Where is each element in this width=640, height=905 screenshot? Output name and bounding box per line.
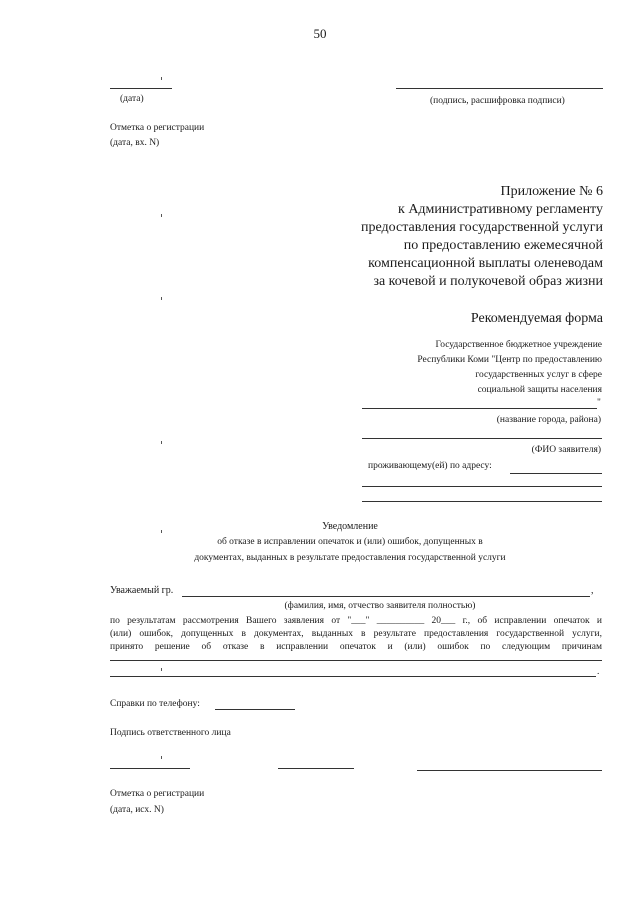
notice-title: Уведомление [322,521,378,532]
decision-paragraph-line3: принято решение об отказе в исправлении опечаток и (или) ошибок по следующим причинам [110,642,602,652]
appendix-line: предоставления государственной услуги [361,220,603,235]
reason-line-2 [110,676,596,677]
phone-label: Справки по телефону: [110,699,200,709]
scan-speck [161,297,162,300]
appendix-line: за кочевой и полукочевой образ жизни [373,274,603,289]
residing-label: проживающему(ей) по адресу: [368,461,492,471]
scan-speck [161,756,162,759]
full-name-caption: (фамилия, имя, отчество заявителя полностью) [284,601,476,611]
recommended-form-label: Рекомендуемая форма [470,311,603,326]
applicant-full-name-line [182,596,590,597]
reason-line-1 [110,660,602,661]
decision-paragraph-line2: (или) ошибок, допущенных в документах, выданных в результате предоставления государственной услуги, [110,629,602,639]
signature-decode-line [417,770,602,771]
outgoing-registration-caption: (дата, исх. N) [110,805,164,815]
phone-line [215,709,295,710]
appendix-title: Приложение № 6 [500,184,603,199]
registration-label: Отметка о регистрации [110,123,205,133]
address-line-1 [510,473,602,474]
scan-speck [161,668,162,671]
position-line [110,768,190,769]
addressee-line: Государственное бюджетное учреждение [435,340,602,350]
addressee-line: социальной защиты населения [477,385,602,395]
scan-speck [161,214,162,217]
address-line-2 [362,486,602,487]
signature-line-footer [278,768,354,769]
quote-mark: " [597,398,601,408]
scan-speck [161,530,162,533]
greeting: Уважаемый гр. [110,585,174,596]
signature-line [396,88,603,89]
notice-subtitle-line1: об отказе в исправлении опечаток и (или) ошибок, допущенных в [217,537,483,547]
addressee-block [340,338,602,398]
address-line-3 [362,501,602,502]
notice-subtitle-line2: документах, выданных в результате предоставления государственной услуги [194,553,506,563]
greeting-comma: , [591,585,594,596]
registration-incoming-caption: (дата, вх. N) [110,138,160,148]
appendix-line: по предоставлению ежемесячной [403,238,603,253]
city-line [362,408,597,409]
city-caption: (название города, района) [496,415,601,425]
applicant-caption: (ФИО заявителя) [531,445,601,455]
applicant-name-line [362,438,602,439]
appendix-line: компенсационной выплаты оленеводам [368,256,603,271]
outgoing-registration-label: Отметка о регистрации [110,789,205,799]
scan-speck [161,77,162,80]
appendix-block [300,183,603,291]
page-number: 50 [313,26,327,41]
date-caption: (дата) [120,94,144,104]
scan-speck [161,441,162,444]
addressee-line: государственных услуг в сфере [475,370,602,380]
responsible-signature-label: Подпись ответственного лица [110,728,231,738]
date-line [110,88,172,89]
addressee-line: Республики Коми "Центр по предоставлению [417,355,602,365]
reason-end-mark: . [597,667,600,677]
decision-paragraph-line1: по результатам рассмотрения Вашего заявления от "___" __________ 20___ г., об исправлении опечаток и [110,616,602,626]
signature-caption: (подпись, расшифровка подписи) [430,96,565,106]
appendix-line: к Административному регламенту [398,202,603,217]
